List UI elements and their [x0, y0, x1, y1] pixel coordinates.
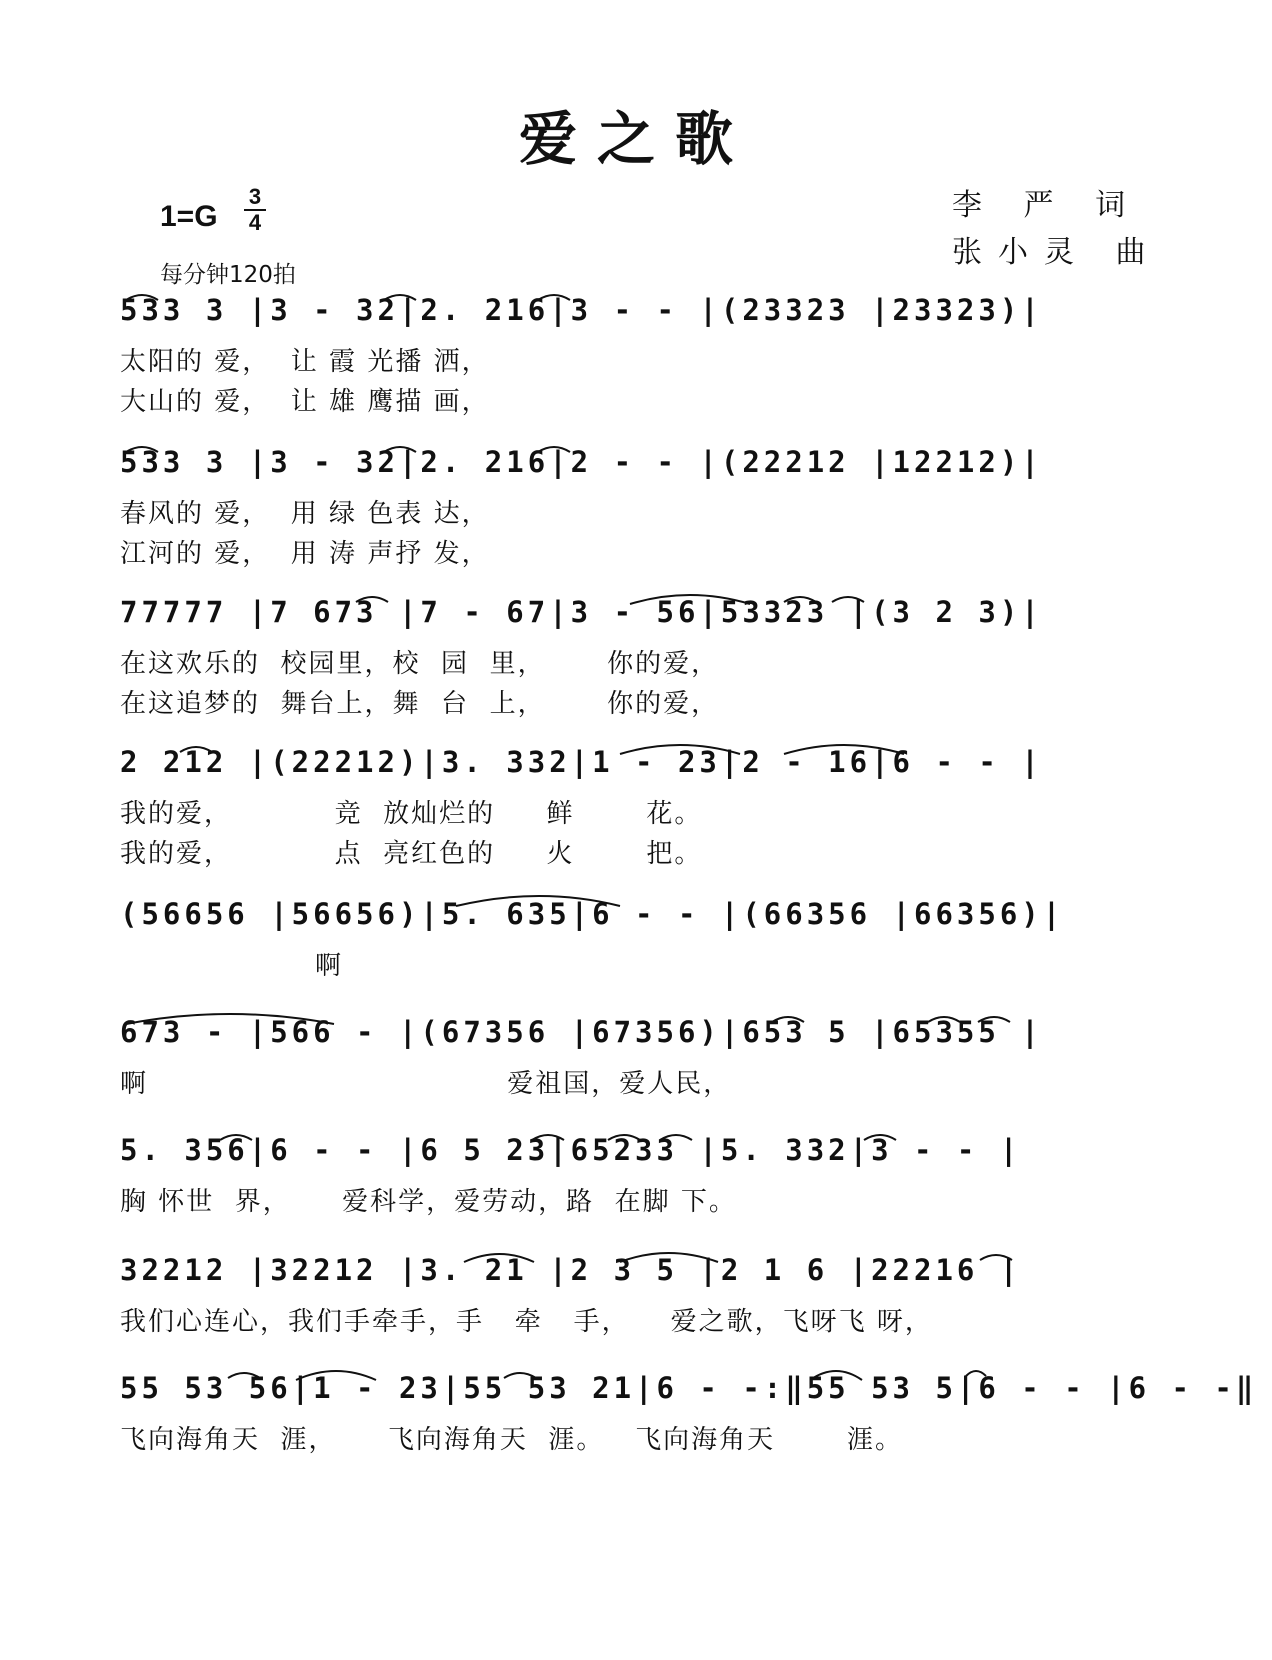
key-signature: 1=G: [160, 200, 218, 233]
tempo-marking: 每分钟120拍: [160, 262, 296, 288]
lyric-verse-1: 太阳的 爱， 让 霞 光播 洒，: [120, 347, 490, 377]
notation-line: 673 - |566 - |(67356 |67356)|653 5 |65355 |: [120, 1015, 1043, 1049]
lyric-verse-2: 大山的 爱， 让 雄 鹰描 画，: [120, 387, 490, 417]
notation-line: 533 3 |3 - 32|2. 216|3 - - |(23323 |23323)|: [120, 293, 1043, 327]
notation-line: (56656 |56656)|5. 635|6 - - |(66356 |66356)|: [120, 897, 1065, 931]
time-signature-top: 3: [248, 184, 262, 209]
composer-credit: 张小灵 曲: [952, 235, 1162, 270]
time-signature-bottom: 4: [248, 210, 262, 235]
lyric-verse-1: 我的爱， 竞 放灿烂的 鲜 花。: [120, 799, 703, 829]
time-signature: [244, 186, 266, 234]
notation-line: 55 53 56|1 - 23|55 53 21|6 - -:‖55 53 5|6 - - |6 - -‖: [120, 1371, 1258, 1405]
lyric-verse-2: 在这追梦的 舞台上，舞 台 上， 你的爱，: [120, 689, 720, 719]
lyric-line: 胸 怀世 界， 爱科学，爱劳动，路 在脚 下。: [120, 1187, 737, 1217]
notation-line: 533 3 |3 - 32|2. 216|2 - - |(22212 |12212)|: [120, 445, 1043, 479]
song-title: 爱之歌: [518, 105, 753, 173]
lyric-verse-2: 江河的 爱， 用 涛 声抒 发，: [120, 539, 490, 569]
notation-line: 2 212 |(22212)|3. 332|1 - 23|2 - 16|6 - - |: [120, 745, 1043, 779]
notation-line: 77777 |7 673 |7 - 67|3 - 56|53323 |(3 2 3)|: [120, 595, 1043, 629]
lyric-line: 飞向海角天 涯， 飞向海角天 涯。 飞向海角天 涯。: [120, 1425, 904, 1455]
lyricist-credit: 李 严 词: [952, 188, 1142, 223]
lyric-verse-1: 春风的 爱， 用 绿 色表 达，: [120, 499, 490, 529]
lyric-verse-2: 我的爱， 点 亮红色的 火 把。: [120, 839, 703, 869]
lyric-line: 啊: [120, 951, 344, 981]
lyric-line: 啊 爱祖国，爱人民，: [120, 1069, 732, 1099]
notation-line: 5. 356|6 - - |6 5 23|65233 |5. 332|3 - - |: [120, 1133, 1022, 1167]
notation-line: 32212 |32212 |3. 21 |2 3 5 |2 1 6 |22216 |: [120, 1253, 1022, 1287]
lyric-line: 我们心连心，我们手牵手，手 牵 手， 爱之歌，飞呀飞 呀，: [120, 1307, 933, 1337]
lyric-verse-1: 在这欢乐的 校园里，校 园 里， 你的爱，: [120, 649, 720, 679]
